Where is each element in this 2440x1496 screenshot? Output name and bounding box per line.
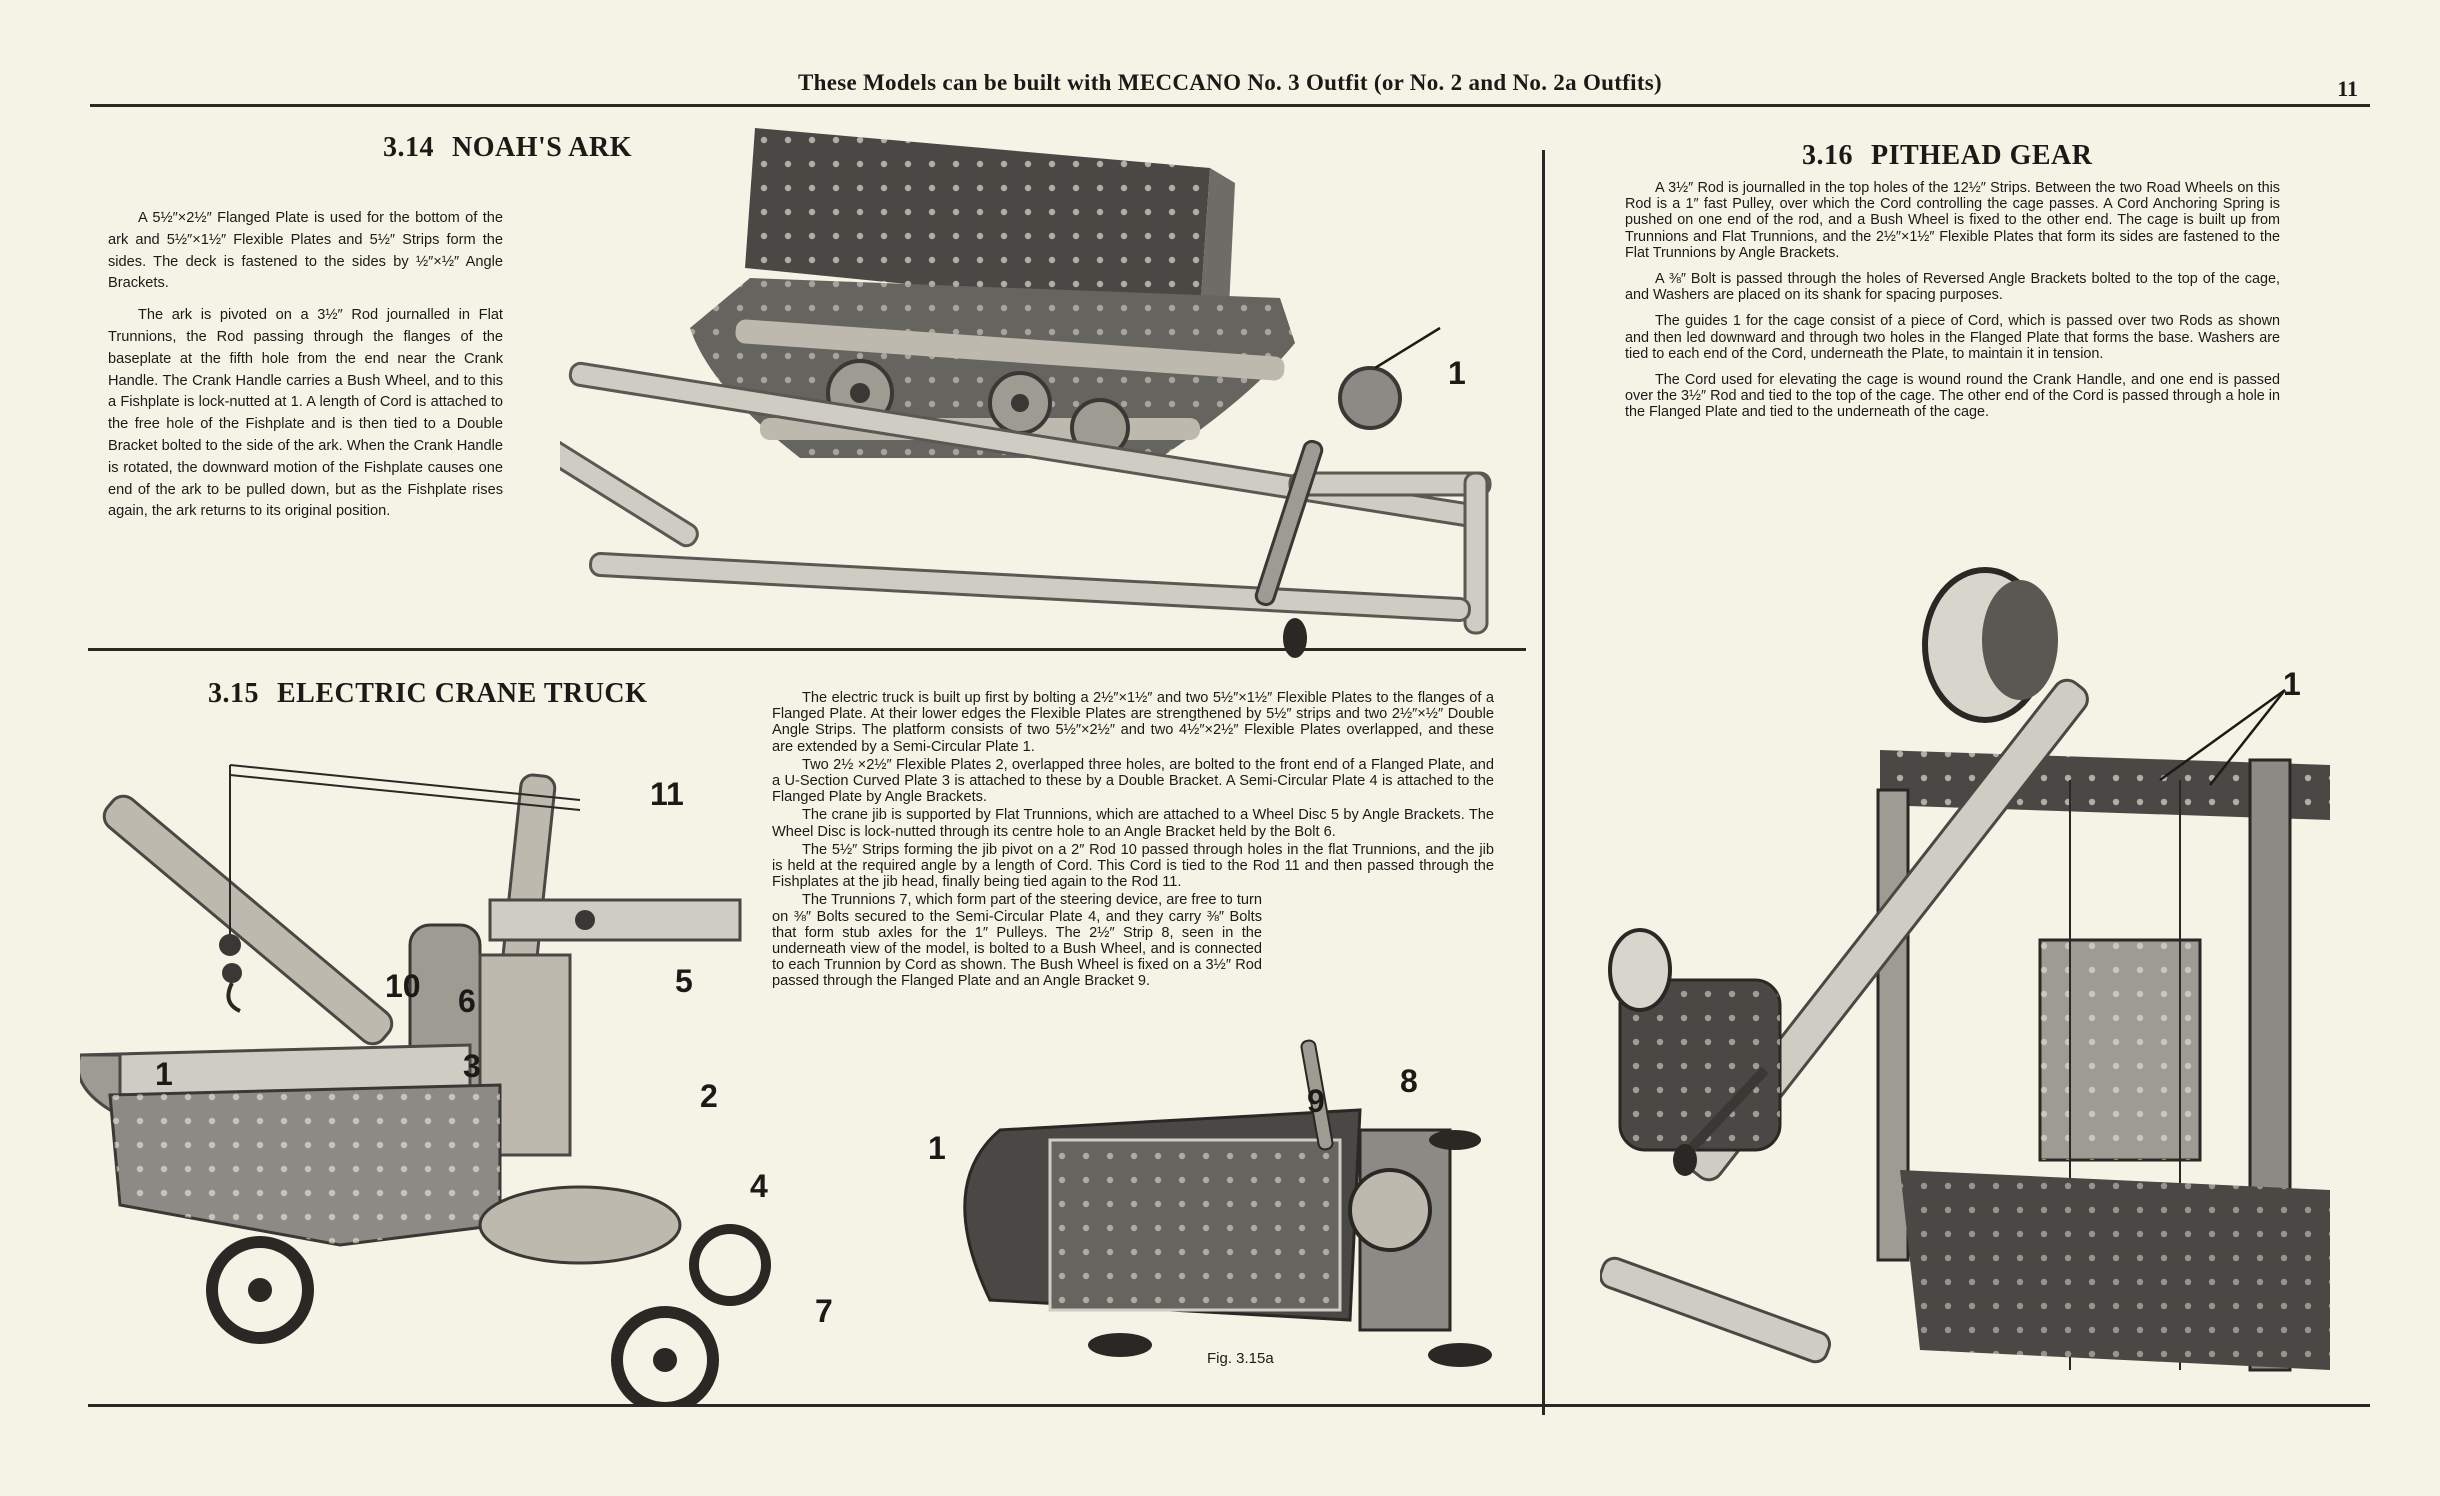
paragraph: The 5½″ Strips forming the jib pivot on a 2″ Rod 10 passed through holes in the flat Trunnions, and the jib is held at the required angle by a length of Cord. This Cord is tied to the Rod 11 and then passed through the Fishplates at the jib head, finally being tied again to the Rod 11. — [772, 841, 1494, 891]
section-heading: ELECTRIC CRANE TRUCK — [277, 678, 648, 709]
pithead-gear-model-icon — [1600, 550, 2350, 1400]
callout-label: 11 — [650, 776, 684, 812]
callout-label: 4 — [750, 1168, 768, 1204]
paragraph: The Trunnions 7, which form part of the steering device, are free to turn on ⅜″ Bolts secured to the Semi-Circular Plate 4, and they carry ⅜″ Bolts that form stub axles for the 1″ Pulleys. The 2½″ Strip 8, seen in the underneath view of the model, is bolted to a Bush Wheel, and is connected to each Trunnion by Cord as shown. The Bush Wheel is fixed on a 3½″ Rod passed through the Flanged Plate and an Angle Bracket 9. — [772, 892, 1262, 990]
section-number: 3.14 — [383, 132, 434, 163]
section-heading: NOAH'S ARK — [452, 132, 633, 163]
page-number: 11 — [2337, 76, 2358, 101]
callout-label: 10 — [385, 968, 421, 1004]
callout-label: 1 — [155, 1056, 173, 1092]
callout-label: 1 — [2283, 666, 2301, 702]
paragraph: The Cord used for elevating the cage is wound round the Crank Handle, and one end is passed over the 3½″ Rod and tied to the top of the cage. The other end of the Cord is passed through a hole in the Flanged Plate and tied to the underneath of the cage. — [1625, 372, 2280, 421]
callout-label: 9 — [1307, 1083, 1325, 1119]
callout-label: 5 — [675, 963, 693, 999]
callout-label: 3 — [463, 1048, 481, 1084]
ark-text — [108, 208, 503, 533]
section-title-crane-truck — [208, 678, 647, 710]
running-header — [90, 70, 2370, 107]
figure-caption: Fig. 3.15a — [1207, 1350, 1274, 1367]
paragraph: A 3½″ Rod is journalled in the top holes of the 12½″ Strips. Between the two Road Wheels on this Rod is a 1″ fast Pulley, over which the Cord controlling the cage passes. A Cord Anchoring Spring is pushed on one end of the rod, and a Bush Wheel is fixed to the other end. The cage is built up from Trunnions and Flat Trunnions, and the 2½″×1½″ Flexible Plates that form its sides are fastened to the Flat Trunnions by Angle Brackets. — [1625, 180, 2280, 261]
section-number: 3.16 — [1802, 140, 1853, 171]
callout-label: 6 — [458, 983, 476, 1019]
pithead-text — [1625, 180, 2280, 423]
crane-truck-underside-icon — [930, 1000, 1520, 1390]
section-title-pithead-gear — [1802, 140, 2092, 172]
section-number: 3.15 — [208, 678, 259, 709]
callout-label: 1 — [928, 1130, 946, 1166]
crane-text — [772, 690, 1494, 992]
callout-label: 8 — [1400, 1063, 1418, 1099]
paragraph: The electric truck is built up first by bolting a 2½″×1½″ and two 5½″×1½″ Flexible Plates to the flanges of a Flanged Plate. At their lower edges the Flexible Plates are strengthened by 5½″ strips and two 2½″×½″ Double Angle Strips. The platform consists of two 5½″×2½″ and two 4½″×2½″ Flexible Plates overlapped, and these are extended by a Semi-Circular Plate 1. — [772, 690, 1494, 755]
paragraph: The crane jib is supported by Flat Trunnions, which are attached to a Wheel Disc 5 by Angle Brackets. The Wheel Disc is lock-nutted through its centre hole to an Angle Bracket held by the Bolt 6. — [772, 807, 1494, 840]
paragraph: Two 2½ ×2½″ Flexible Plates 2, overlapped three holes, are bolted to the front end of a Flanged Plate, and a U-Section Curved Plate 3 is attached to these by a Double Bracket. A Semi-Circular Plate 4 is attached to the Flanged Plate by Angle Brackets. — [772, 756, 1494, 806]
section-heading: PITHEAD GEAR — [1871, 140, 2093, 171]
paragraph: The ark is pivoted on a 3½″ Rod journalled in Flat Trunnions, the Rod passing through the flanges of the baseplate at the fifth hole from the end near the Crank Handle. The Crank Handle carries a Bush Wheel, and to this a Fishplate is lock-nutted at 1. A length of Cord is attached to the free hole of the Fishplate and is then tied to a Double Bracket bolted to the side of the ark. When the Crank Handle is rotated, the downward motion of the Fishplate causes one end of the ark to be pulled down, but as the Fishplate rises again, the ark returns to its original position. — [108, 307, 503, 520]
crane-truck-model-icon — [80, 725, 780, 1405]
paragraph: The guides 1 for the cage consist of a piece of Cord, which is passed over two Rods as shown and then led downward and through two holes in the Flanged Plate that forms the base. Washers are tied to each end of the Cord, underneath the Plate, to maintain it in tension. — [1625, 313, 2280, 362]
running-title: These Models can be built with MECCANO No. 3 Outfit (or No. 2 and No. 2a Outfits) — [797, 70, 1663, 95]
callout-label: 7 — [815, 1293, 833, 1329]
callout-label: 1 — [1448, 355, 1466, 391]
paragraph: A 5½″×2½″ Flanged Plate is used for the bottom of the ark and 5½″×1½″ Flexible Plates and 5½″ Strips form the sides. The deck is fastened to the sides by ½″×½″ Angle Brackets. — [108, 210, 503, 292]
callout-label: 2 — [700, 1078, 718, 1114]
noahs-ark-model-icon — [560, 128, 1500, 663]
paragraph: A ⅜″ Bolt is passed through the holes of Reversed Angle Brackets bolted to the top of the cage, and Washers are placed on its shank for spacing purposes. — [1625, 271, 2280, 304]
column-divider — [1542, 150, 1545, 1415]
